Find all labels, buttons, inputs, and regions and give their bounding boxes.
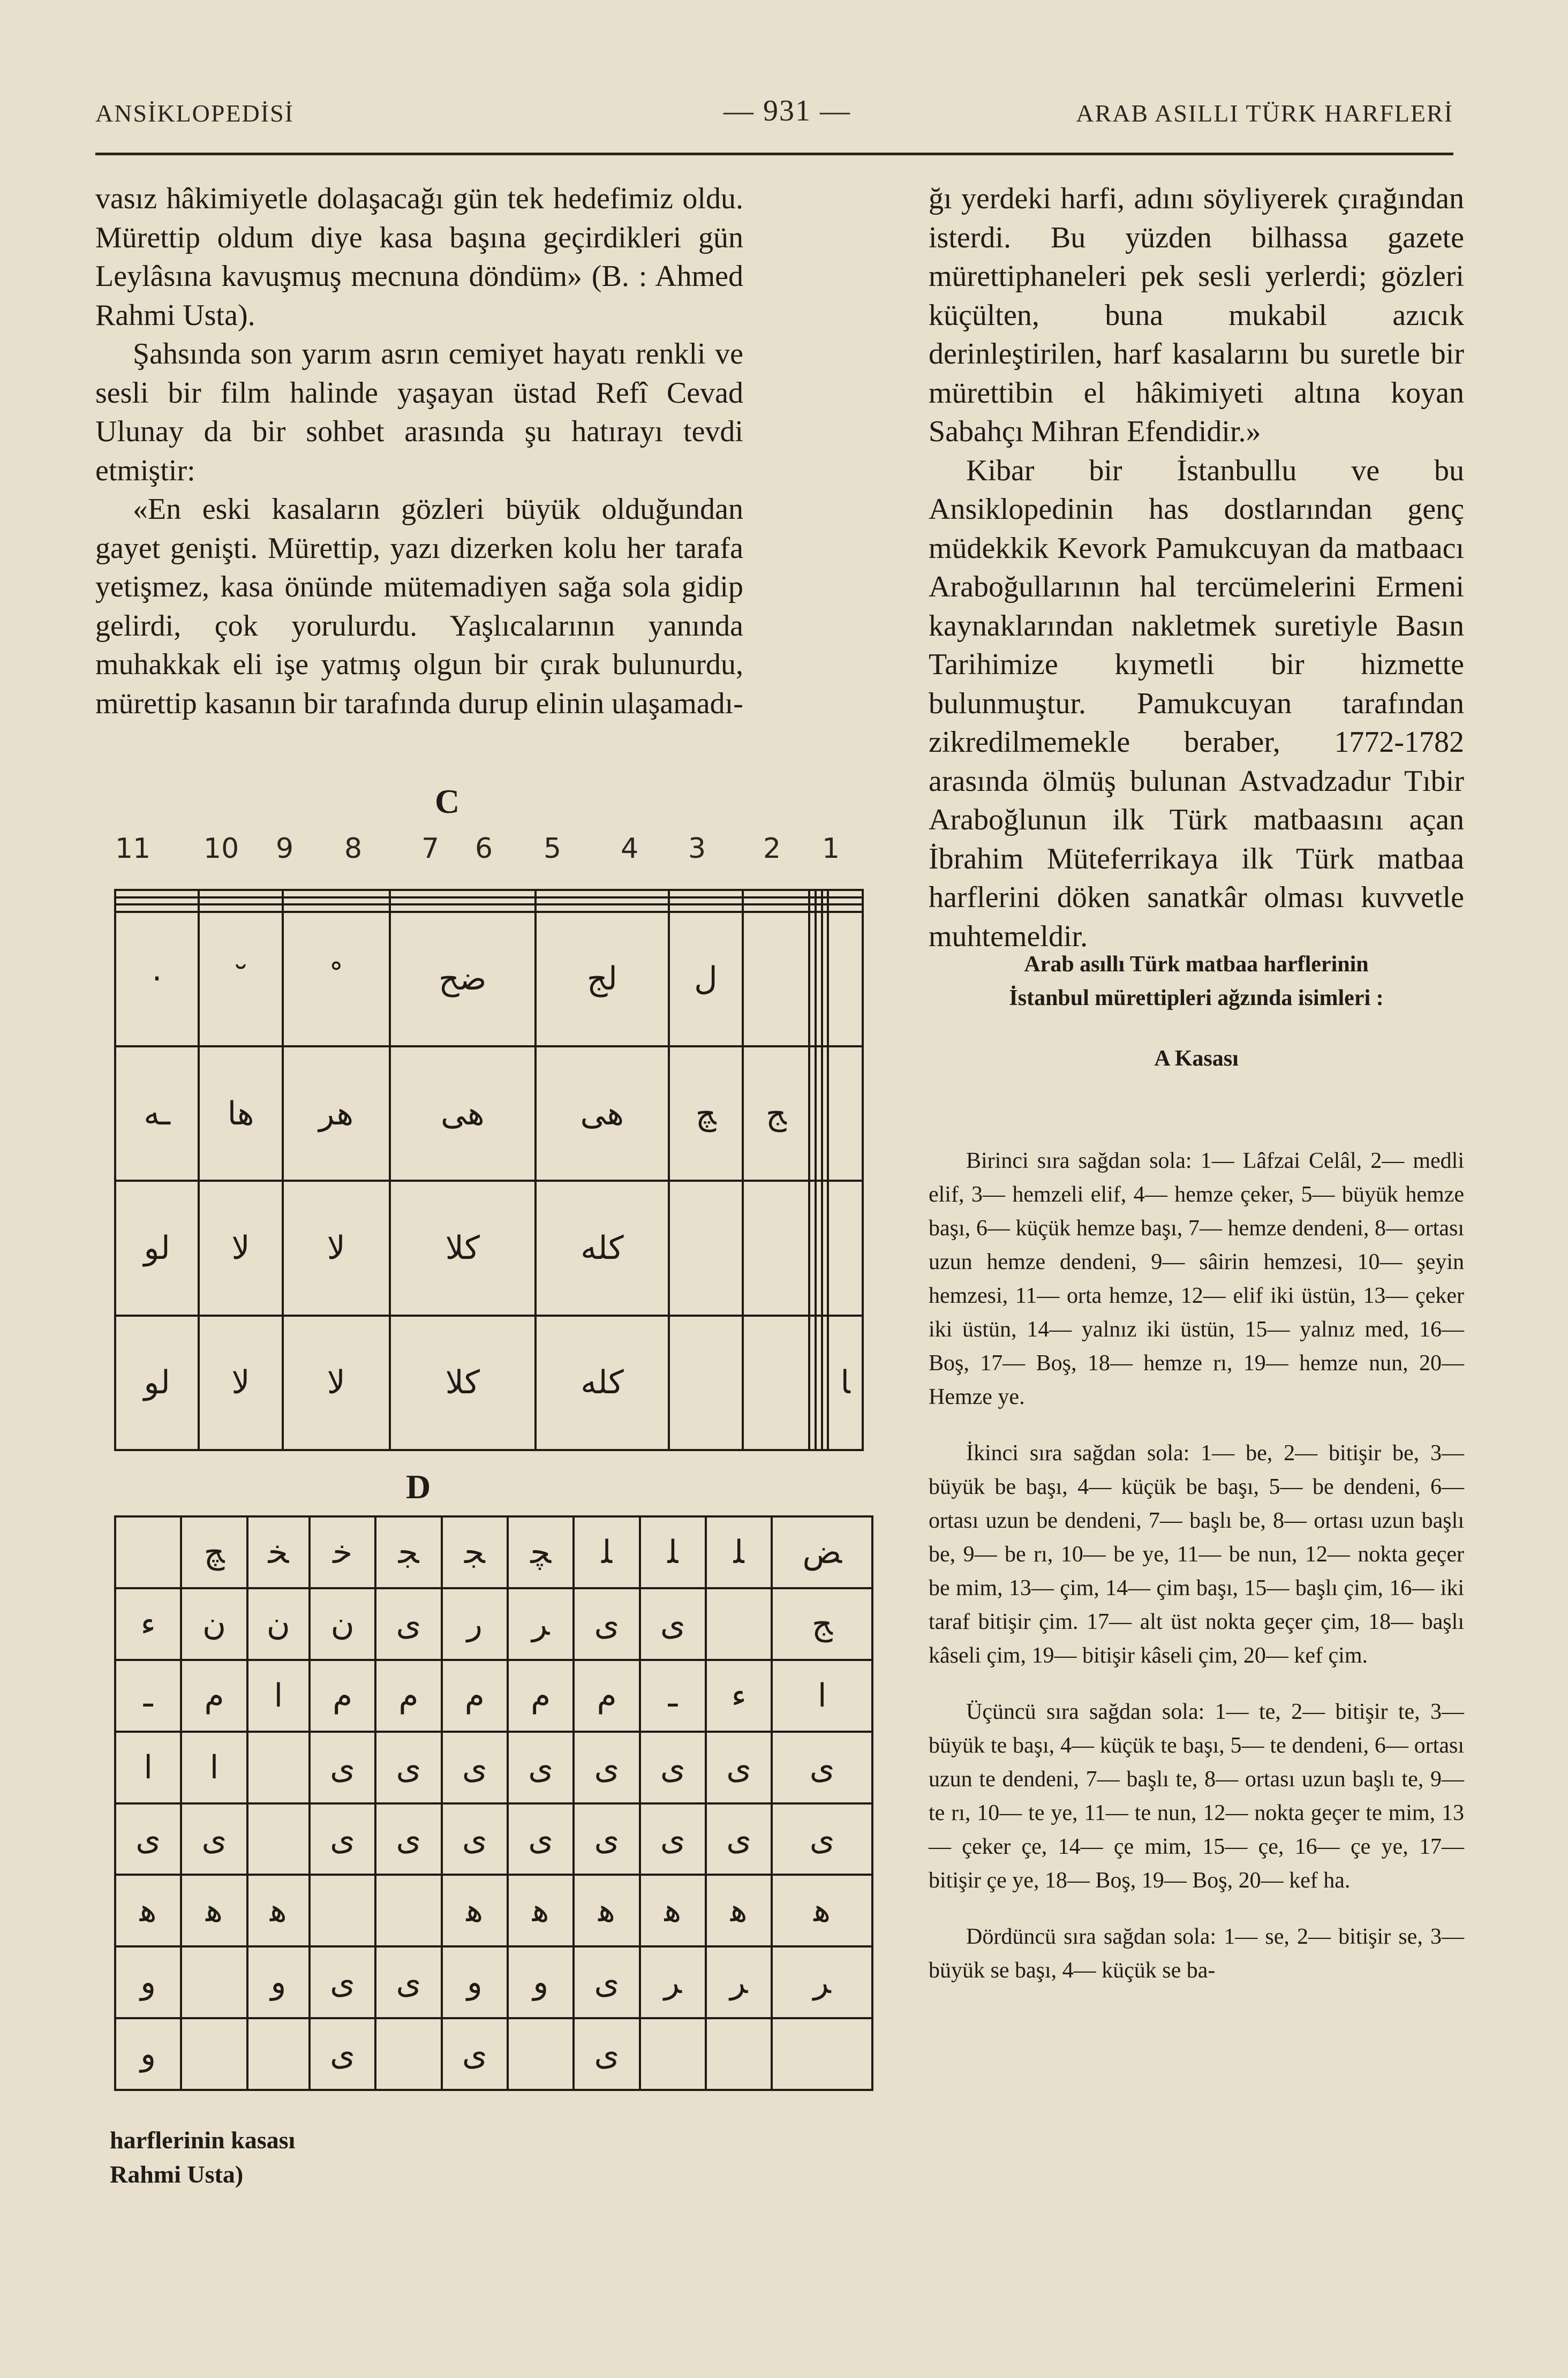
grid-cell: ﻯ	[181, 1803, 247, 1875]
grid-cell	[772, 2018, 872, 2090]
diagram-d-label: D	[406, 1468, 431, 1506]
grid-cell: م	[310, 1660, 375, 1732]
grid-cell: ا	[247, 1660, 310, 1732]
diagram-c-column-numbers	[115, 833, 865, 870]
grid-cell: ﺮ	[508, 1588, 574, 1660]
grid-cell: ﻯ	[310, 2018, 375, 2090]
grid-cell: ء	[115, 1588, 181, 1660]
grid-row	[115, 1875, 872, 1946]
grid-cell	[669, 1181, 743, 1315]
grid-cell	[536, 890, 669, 897]
column-number: 9	[276, 833, 294, 865]
grid-cell: لو	[115, 1316, 199, 1450]
grid-cell: ن	[310, 1588, 375, 1660]
grid-cell	[743, 912, 809, 1046]
grid-row	[115, 1588, 872, 1660]
grid-cell: ـ	[640, 1660, 706, 1732]
grid-cell: ن	[247, 1588, 310, 1660]
right-paragraph-2: Kibar bir İstanbullu ve bu Ansiklopedinin has dostlarından genç müdekkik Kevork Pamukcuyan da matbaacı Araboğullarının hal tercümelerini Ermeni kaynaklarından nakletmek suretiyle Basın Tarihimize kıymetli bir hizmette bulunmuştur. Pamukcuyan tarafından zikredilmemekle beraber, 1772-1782 arasında ölmüş bulunan Astvadzadur Tıbir Araboğlunun ilk Türk matbaasını açan İbrahim Müteferrikaya ilk Türk matbaa harflerini döken sanatkâr olması kuvvetle muhtemeldir.	[929, 454, 1464, 953]
grid-cell: ا	[115, 1732, 181, 1803]
grid-cell: م	[442, 1660, 508, 1732]
grid-cell	[181, 1946, 247, 2018]
grid-cell: لا	[283, 1316, 390, 1450]
grid-cell: لج	[536, 912, 669, 1046]
grid-cell	[816, 1046, 822, 1181]
grid-row	[115, 1181, 863, 1315]
grid-row	[115, 912, 863, 1046]
grid-cell	[390, 897, 536, 905]
grid-cell: ﻯ	[442, 1803, 508, 1875]
grid-cell	[390, 890, 536, 897]
list-paragraph-3: Üçüncü sıra sağdan sola: 1— te, 2— bitişir te, 3— büyük te başı, 4— küçük te başı, 5— te dendeni, 6— ortası uzun te dendeni, 7— başlı te, 8— ortası uzun başlı te, 9— te rı, 10— te ye, 11— te nun, 12— nokta geçer te mim, 13— çeker çe, 14— çe mim, 15— çe, 16— çe ye, 17— bitişir çe ye, 18— Boş, 19— Boş, 20— kef ha.	[929, 1700, 1464, 1893]
grid-row	[115, 1803, 872, 1875]
grid-row	[115, 897, 863, 905]
grid-cell: هى	[536, 1046, 669, 1181]
grid-cell	[283, 890, 390, 897]
grid-cell: هى	[390, 1046, 536, 1181]
grid-cell	[743, 1316, 809, 1450]
grid-cell: ﺮ	[706, 1946, 772, 2018]
grid-cell	[310, 1875, 375, 1946]
left-paragraph-1: vasız hâkimiyetle dolaşacağı gün tek hedefimiz oldu. Mürettip oldum diye kasa başına geçirdikleri gün Leylâsına kavuşmuş mecnuna döndüm» (B. : Ahmed Rahmi Usta).	[95, 182, 743, 332]
grid-cell	[828, 890, 863, 897]
grid-cell	[822, 897, 828, 905]
grid-cell: ﻯ	[375, 1946, 441, 2018]
grid-cell: ﻯ	[772, 1803, 872, 1875]
page-number: — 931 —	[723, 94, 851, 127]
grid-cell: ﺮ	[772, 1946, 872, 2018]
grid-row	[115, 1516, 872, 1588]
diagram-c-label: C	[435, 782, 460, 820]
header-rule	[95, 153, 1453, 155]
grid-cell: ·	[115, 912, 199, 1046]
grid-cell: ﻯ	[442, 1732, 508, 1803]
grid-cell: ﻫ	[115, 1875, 181, 1946]
grid-cell: ﻯ	[375, 1732, 441, 1803]
grid-cell	[816, 912, 822, 1046]
grid-cell: ﻫ	[442, 1875, 508, 1946]
grid-cell: ﺧ	[310, 1516, 375, 1588]
list-heading-line-2: İstanbul mürettipleri ağzında isimleri :	[1009, 986, 1384, 1010]
grid-cell	[247, 2018, 310, 2090]
grid-cell: لا	[199, 1181, 283, 1315]
grid-cell	[828, 1181, 863, 1315]
grid-cell	[115, 890, 199, 897]
grid-cell: ﻫ	[181, 1875, 247, 1946]
grid-cell: ﺠ	[442, 1516, 508, 1588]
left-column	[95, 179, 743, 723]
grid-cell	[822, 890, 828, 897]
column-number: 4	[621, 833, 639, 865]
grid-cell	[669, 904, 743, 912]
grid-cell: ا	[772, 1660, 872, 1732]
grid-cell: م	[508, 1660, 574, 1732]
grid-cell	[181, 2018, 247, 2090]
grid-cell: ﻠ	[640, 1516, 706, 1588]
column-number: 1	[822, 833, 840, 865]
grid-cell: ˘	[199, 912, 283, 1046]
column-number: 8	[344, 833, 363, 865]
grid-cell: ﭻ	[181, 1516, 247, 1588]
grid-cell	[247, 1803, 310, 1875]
grid-cell: و	[115, 1946, 181, 2018]
grid-cell: ـ	[115, 1660, 181, 1732]
grid-cell	[828, 912, 863, 1046]
grid-cell: ل	[669, 912, 743, 1046]
grid-cell: ﻯ	[574, 1946, 639, 2018]
grid-cell: ﺞ	[743, 1046, 809, 1181]
grid-cell: ـﻪ	[115, 1046, 199, 1181]
grid-cell: ﻭ	[247, 1946, 310, 2018]
list-body	[929, 1122, 1464, 2010]
grid-cell	[809, 904, 816, 912]
grid-cell	[390, 904, 536, 912]
grid-cell	[809, 897, 816, 905]
grid-cell: ر	[442, 1588, 508, 1660]
grid-cell: ﻯ	[772, 1732, 872, 1803]
grid-cell	[669, 1316, 743, 1450]
grid-cell	[809, 1316, 816, 1450]
grid-cell: كله	[536, 1316, 669, 1450]
grid-cell: ﻫ	[508, 1875, 574, 1946]
grid-cell	[822, 1181, 828, 1315]
grid-cell: ﺞ	[772, 1588, 872, 1660]
column-number: 10	[203, 833, 239, 865]
grid-cell	[536, 897, 669, 905]
grid-cell: هر	[283, 1046, 390, 1181]
header-right: ARAB ASILLI TÜRK HARFLERİ	[1076, 100, 1453, 127]
grid-cell: كلا	[390, 1316, 536, 1450]
column-number: 6	[475, 833, 493, 865]
grid-cell	[536, 904, 669, 912]
grid-cell: ﺾ	[772, 1516, 872, 1588]
grid-cell: ﺨ	[247, 1516, 310, 1588]
list-paragraph-4: Dördüncü sıra sağdan sola: 1— se, 2— bitişir se, 3— büyük se başı, 4— küçük se ba-	[929, 1924, 1464, 1983]
kasa-heading: A Kasası	[1154, 1046, 1239, 1071]
grid-cell	[199, 897, 283, 905]
grid-cell	[706, 2018, 772, 2090]
grid-cell	[375, 2018, 441, 2090]
grid-cell	[508, 2018, 574, 2090]
grid-cell: ﻠ	[574, 1516, 639, 1588]
grid-cell	[247, 1732, 310, 1803]
grid-row	[115, 1660, 872, 1732]
grid-cell	[283, 904, 390, 912]
grid-cell: ﻯ	[574, 1732, 639, 1803]
grid-cell: ﻯ	[640, 1732, 706, 1803]
grid-cell: ﻫ	[247, 1875, 310, 1946]
grid-cell: ﻯ	[310, 1946, 375, 2018]
grid-cell: ﻫ	[640, 1875, 706, 1946]
grid-cell	[816, 897, 822, 905]
grid-cell	[669, 890, 743, 897]
grid-row	[115, 890, 863, 897]
grid-cell	[822, 912, 828, 1046]
header-left: ANSİKLOPEDİSİ	[95, 100, 294, 127]
grid-cell: ى	[375, 1588, 441, 1660]
caption-line-2: Rahmi Usta)	[110, 2161, 244, 2188]
list-heading	[929, 948, 1464, 1076]
grid-cell: ﻭ	[508, 1946, 574, 2018]
grid-cell	[669, 897, 743, 905]
grid-cell: ن	[181, 1588, 247, 1660]
column-number: 3	[688, 833, 706, 865]
grid-cell: لو	[115, 1181, 199, 1315]
grid-cell	[115, 904, 199, 912]
type-case-diagram-c	[114, 889, 864, 1451]
grid-cell	[115, 897, 199, 905]
column-number: 5	[544, 833, 562, 865]
grid-cell: ˚	[283, 912, 390, 1046]
grid-cell	[816, 890, 822, 897]
grid-row	[115, 1946, 872, 2018]
grid-cell	[822, 1316, 828, 1450]
grid-cell: لا	[283, 1181, 390, 1315]
grid-cell	[375, 1875, 441, 1946]
column-number: 2	[763, 833, 781, 865]
grid-cell: ﻯ	[640, 1803, 706, 1875]
grid-cell: ﺠ	[375, 1516, 441, 1588]
grid-cell	[809, 890, 816, 897]
right-column	[929, 179, 1464, 956]
grid-cell	[828, 1046, 863, 1181]
grid-cell: ﻯ	[310, 1732, 375, 1803]
grid-cell: ﻭ	[115, 2018, 181, 2090]
column-number: 7	[421, 833, 440, 865]
grid-cell: ضح	[390, 912, 536, 1046]
grid-row	[115, 2018, 872, 2090]
grid-cell: ﻯ	[310, 1803, 375, 1875]
grid-cell: ﭻ	[669, 1046, 743, 1181]
grid-cell	[199, 890, 283, 897]
grid-cell: ﻯ	[115, 1803, 181, 1875]
grid-row	[115, 1732, 872, 1803]
grid-cell: ﻭ	[442, 1946, 508, 2018]
grid-cell: ﭽ	[508, 1516, 574, 1588]
grid-cell: ﻫ	[772, 1875, 872, 1946]
grid-cell: ﻯ	[706, 1803, 772, 1875]
grid-cell	[809, 912, 816, 1046]
grid-cell	[706, 1588, 772, 1660]
grid-cell: ى	[574, 1588, 639, 1660]
grid-cell	[828, 897, 863, 905]
caption-line-1: harflerinin kasası	[110, 2126, 296, 2154]
grid-cell: ﻫ	[706, 1875, 772, 1946]
grid-cell	[809, 1046, 816, 1181]
grid-cell: ﻯ	[442, 2018, 508, 2090]
grid-cell	[816, 1181, 822, 1315]
grid-cell: ﻫ	[574, 1875, 639, 1946]
list-paragraph-2: İkinci sıra sağdan sola: 1— be, 2— bitişir be, 3— büyük be başı, 4— küçük be başı, 5— be dendeni, 6— ortası uzun be dendeni, 7— başlı be, 8— ortası uzun başlı be, 9— be rı, 10— be ye, 11— be nun, 12— nokta geçer be mim, 13— çim, 14— çim başı, 15— başlı çim, 16— iki taraf bitişir çim. 17— alt üst nokta geçer çim, 18— başlı kâseli çim, 19— bitişir kâseli çim, 20— kef çim.	[929, 1441, 1464, 1668]
grid-cell: ﺮ	[640, 1946, 706, 2018]
grid-cell: ﻯ	[375, 1803, 441, 1875]
column-number: 11	[115, 833, 151, 865]
grid-cell: م	[574, 1660, 639, 1732]
grid-cell	[640, 2018, 706, 2090]
list-heading-line-1: Arab asıllı Türk matbaa harflerinin	[1024, 952, 1369, 977]
right-paragraph-1: ğı yerdeki harfi, adını söyliyerek çırağından isterdi. Bu yüzden bilhassa gazete mürettiphaneleri pek sesli yerlerdi; gözleri küçülten, buna mukabil azıcık derinleştirilen, harf kasalarını bu suretle bir mürettibin el hâkimiyeti altına koyan Sabahçı Mihran Efendidir.»	[929, 182, 1464, 448]
grid-cell	[743, 890, 809, 897]
grid-cell: ﻯ	[508, 1732, 574, 1803]
grid-cell: لا	[199, 1316, 283, 1450]
grid-cell: ﻯ	[574, 1803, 639, 1875]
grid-row	[115, 1316, 863, 1450]
left-paragraph-2: Şahsında son yarım asrın cemiyet hayatı renkli ve sesli bir film halinde yaşayan üstad Refî Cevad Ulunay da bir sohbet arasında şu hatırayı tevdi etmiştir:	[95, 337, 743, 487]
grid-cell: ها	[199, 1046, 283, 1181]
grid-cell: م	[181, 1660, 247, 1732]
grid-row	[115, 1046, 863, 1181]
grid-cell: كله	[536, 1181, 669, 1315]
grid-cell: ﺎ	[828, 1316, 863, 1450]
grid-cell	[743, 1181, 809, 1315]
figure-caption	[110, 2123, 295, 2192]
left-paragraph-3: «En eski kasaların gözleri büyük olduğundan gayet genişti. Mürettip, yazı dizerken kolu her tarafa yetişmez, kasa önünde mütemadiyen sağa sola gidip gelirdi, çok yorulurdu. Yaşlıcalarının yanında muhakkak eli işe yatmış olgun bir çırak bulunurdu, mürettip kasanın bir tarafında durup elinin ulaşamadı-	[95, 493, 743, 720]
grid-row	[115, 904, 863, 912]
grid-cell: ﻯ	[706, 1732, 772, 1803]
grid-cell	[809, 1181, 816, 1315]
grid-cell: ﺀ	[706, 1660, 772, 1732]
grid-cell: كلا	[390, 1181, 536, 1315]
grid-cell: ى	[640, 1588, 706, 1660]
grid-cell: م	[375, 1660, 441, 1732]
grid-cell	[743, 904, 809, 912]
grid-cell	[115, 1516, 181, 1588]
grid-cell: ﻯ	[574, 2018, 639, 2090]
grid-cell	[822, 1046, 828, 1181]
grid-cell	[828, 904, 863, 912]
grid-cell	[743, 897, 809, 905]
grid-cell	[816, 904, 822, 912]
type-case-diagram-d	[114, 1515, 873, 2091]
grid-cell	[199, 904, 283, 912]
grid-cell	[822, 904, 828, 912]
grid-cell	[816, 1316, 822, 1450]
list-paragraph-1: Birinci sıra sağdan sola: 1— Lâfzai Celâl, 2— medli elif, 3— hemzeli elif, 4— hemze çeker, 5— büyük hemze başı, 6— küçük hemze başı, 7— hemze dendeni, 8— ortası uzun hemze dendeni, 9— sâirin hemzesi, 10— şeyin hemzesi, 11— orta hemze, 12— elif iki üstün, 13— çeker iki üstün, 14— yalnız iki üstün, 15— yalnız med, 16— Boş, 17— Boş, 18— hemze rı, 19— hemze nun, 20— Hemze ye.	[929, 1149, 1464, 1409]
grid-cell: ﻠ	[706, 1516, 772, 1588]
grid-cell	[283, 897, 390, 905]
grid-cell: ا	[181, 1732, 247, 1803]
grid-cell: ﻯ	[508, 1803, 574, 1875]
